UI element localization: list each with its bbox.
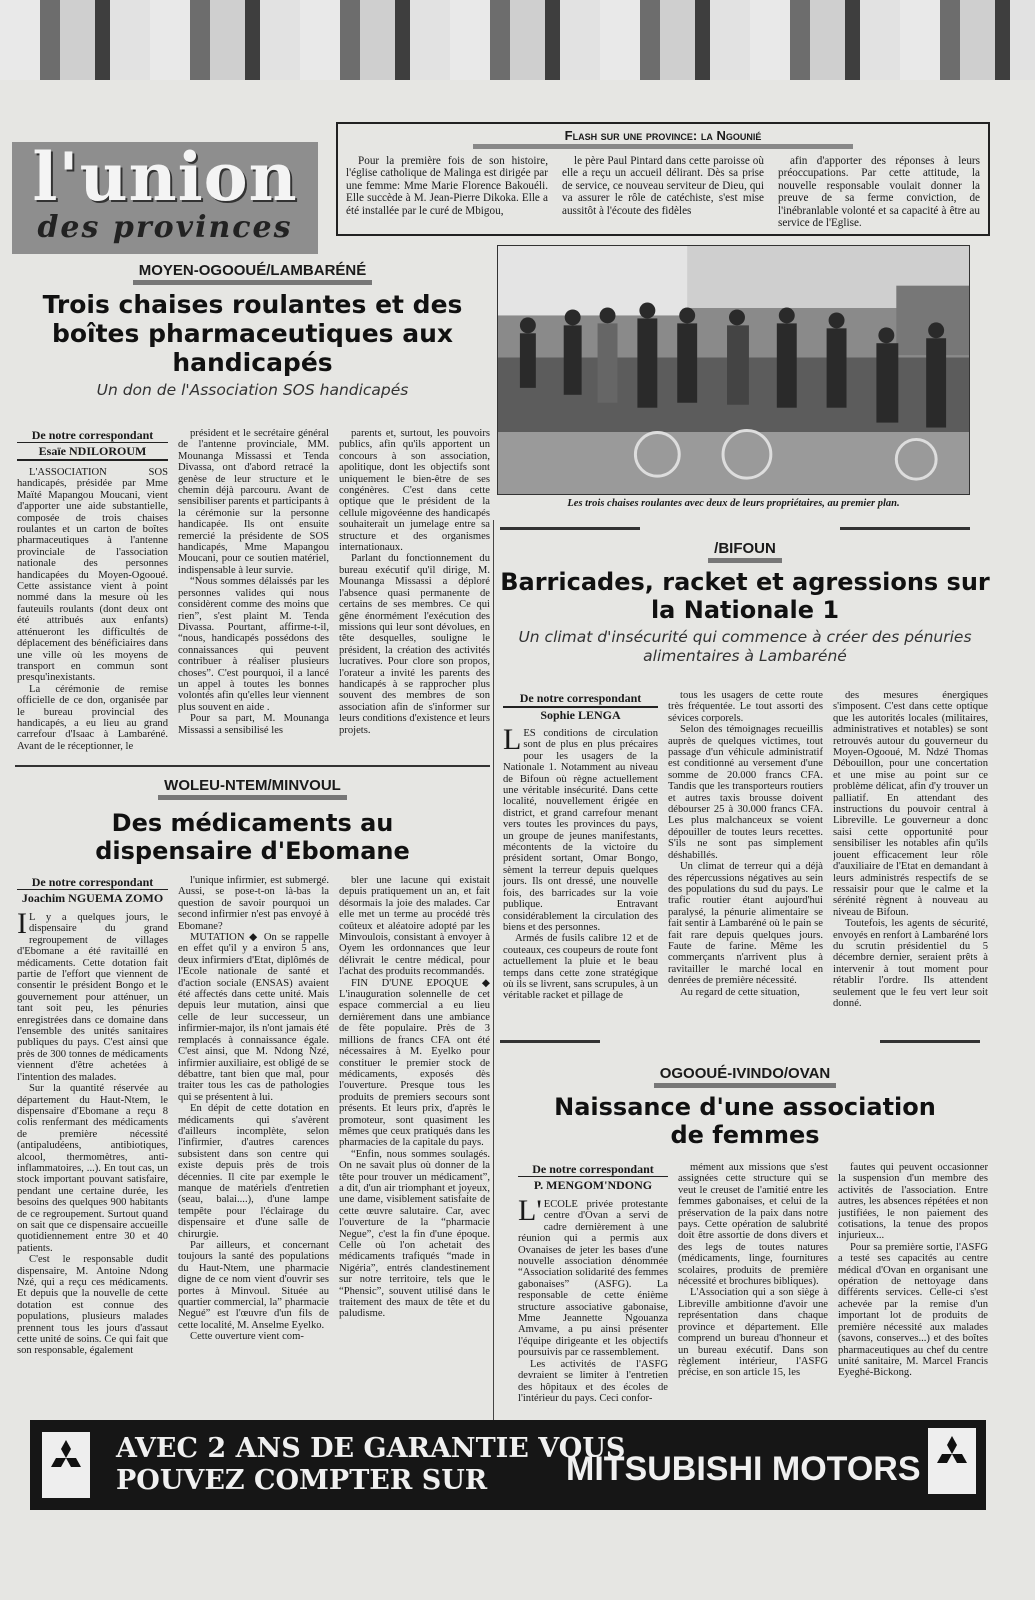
- byline-name: Sophie LENGA: [540, 708, 621, 722]
- section-kicker: WOLEU-NTEM/MINVOUL: [158, 777, 347, 800]
- article-lambarene-body: [17, 428, 490, 760]
- text-column: [833, 690, 988, 1020]
- headline: Des médicaments au dispensaire d'Ebomane: [95, 809, 410, 865]
- paragraph: Armés de fusils calibre 12 et de couteaux, ces coupeurs de route font actuellement la pluie et le beau temps dans cette zone stratégique où ils se livrent, sans scrupules, à un véritable racket et pillage de: [503, 933, 658, 1002]
- text-column: [668, 690, 823, 1020]
- text-column: [17, 907, 168, 1357]
- paragraph: IL y a quelques jours, le dispensaire du grand regroupement de villages d'Ebomane a été ravitaillé en médicaments. Cette dotation fait partie de l'effort que viennent de consentir le président Bongo et le gouvernement pour atténuer, un tant soit peu, les pénuries enregistrées dans ce domaine dans l'ensemble des unités sanitaires publiques du pays. C'est ainsi que près de 300 tonnes de médicaments viennent d'être achetées à l'intention des malades.: [17, 907, 168, 1083]
- paragraph: des mesures énergiques s'imposent. C'est dans cette optique que les autorités locales (militaires, administratives et notables) se sont retrouvés autour du gouverneur du Moyen-Ogooué, M. Ndzé Thomas Débouillon, pour une concertation et une mise au point sur ce problème délicat, afin d'y trouver un palliatif. En attendant des instructions du pouvoir central à Libreville. Le gouverneur a donc saisi cette opportunité pour sensibiliser les notables afin qu'ils jouent efficacement leur rôle d'auxiliaire de l'Etat en demandant à leurs administrés respectifs de se ressaisir pour que le calme et la sérénité règnent à nouveau au niveau de Bifoun.: [833, 690, 988, 918]
- paragraph: L'ASSOCIATION SOS handicapés, présidée par Mme Maïté Mapangou Moucani, vient d'apporter une aide substantielle, composée de trois chaises roulantes et un carton de boîtes pharmaceutiques à l'antenne provinciale de l'association nationale des personnes handicapées du Moyen-Ogooué. Cette assistance vient à point nommé dans la mesure où les fauteuils roulants (dont deux ont été attribués aux enfants) atténueront les difficultés de déplacement des bénéficiaires dans une ville où les moyens de transport en commun sont presqu'inexistants.: [17, 467, 168, 684]
- paragraph: Sur la quantité réservée au département du Haut-Ntem, le dispensaire d'Ebomane a reçu 8 colis renfermant des médicaments de première nécessité (antipaludéens, antibiotiques, alcool, thermomètres, anti-inflammatoires, ...). En tout cas, un stock important pouvant satisfaire, pendant une certaine durée, les besoins des quelques 900 habitants de ce regroupement. Surtout quand on sait que ce dispensaire accueille quotidiennement entre 30 et 40 patients.: [17, 1083, 168, 1254]
- article-bifoun-body: [503, 690, 988, 1020]
- flash-box: [336, 122, 990, 236]
- paragraph: Un climat de terreur qui a déjà des répercussions négatives au sein des populations du sud du pays. Le trafic routier étant aujourd'hui paralysé, la pénurie alimentaire se fait sentir à Lambaréné où le pain se fait rare depuis quelques jours. Faute de farine. Même les commerçants n'arrivent plus à ravitailler le marché local en denrées de première nécessité.: [668, 861, 823, 987]
- paragraph: Parlant du fonctionnement du bureau exécutif qu'il dirige, M. Mounanga Missassi a déploré l'absence quasi permanente de certains de ses membres. Ce qui gêne énormément l'exécution des missions qui leur sont dévolues, en tête desquelles, souligne le président, la création des activités lucratives. Pour clore son propos, l'orateur a invité les parents des handicapés à se rapprocher plus souvent des membres de son association afin de s'informer sur leurs conditions d'existence et leurs projets.: [339, 553, 490, 736]
- flash-column: [778, 155, 980, 229]
- flash-column: [346, 155, 548, 229]
- paragraph: L'ECOLE privée protestante centre d'Ovan a servi de cadre dernièrement à une réunion qui a permis aux Ovanaises de jeter les bases d'une nouvelle association dénommée “Association solidarité des femmes gabonaises” (ASFG). La responsable de cette énième structure associative gabonaise, Mme Jeannette Ngouanza Amvame, a pu ainsi présenter l'équipe dirigeante et les objectifs poursuivis par ce rassemblement.: [518, 1194, 668, 1359]
- byline-label: De notre correspondant: [532, 1162, 654, 1176]
- text-column: [503, 723, 658, 1002]
- headline: Naissance d'une association de femmes: [554, 1093, 936, 1149]
- paragraph: LES conditions de circulation sont de plus en plus précaires pour les usagers de la Nationale 1. Notamment au niveau de Bifoun où règne actuellement une véritable insécurité. Dans cette localité, nouvellement érigée en district, et grand carrefour menant vers toutes les provinces du pays, un groupe de jeunes manifestants, mécontents de la victoire du président sortant, Omar Bongo, sèment la terreur depuis quelques jours. Ils ont dressé, une nouvelle fois, des barricades sur la voie publique. Entravant considérablement la circulation des biens et des personnes.: [503, 723, 658, 933]
- paragraph: Au regard de cette situation,: [680, 986, 800, 998]
- paragraph: “Enfin, nous sommes soulagés. On ne savait plus où donner de la tête pour trouver un médicament”, a dit, d'un air triomphant et joyeux, une dame, visiblement satisfaite de cette œuvre salutaire. Car, avec l'ouverture de la “pharmacie Negue”, c'est la fin d'une époque. Celle où l'on achetait des médicaments trafiqués “made in Nigéria”, entrés clandestinement sur notre territoire, tels que le “Phensic”, souvent utilisé dans le traitement des maux de tête et du paludisme.: [339, 1148, 490, 1320]
- mitsubishi-logo: [42, 1432, 90, 1498]
- masthead-title: l'union: [32, 142, 298, 216]
- article-bifoun: [500, 540, 990, 665]
- paragraph: bler une lacune qui existait depuis pratiquement un an, et fait désormais la joie des malades. Car elle met un terme au procédé très coûteux et aléatoire adopté par les Minvoulois, consistant à envoyer à Oyem les ordonnances que leur délivrait le centre médical, pour l'achat des produits recommandés.: [339, 875, 490, 978]
- paragraph: Pour sa première sortie, l'ASFG a testé ses capacités au centre médical d'Ovan en organisant une opération de nettoyage dans différents services. Celle-ci s'est achevée par la remise d'un important lot de produits de première nécessité aux malades (savons, conserves...) et des boîtes pharmaceutiques au chef du centre unité sanitaire, M. Marcel Francis Eyeghé-Bickong.: [838, 1241, 988, 1379]
- byline-name: Esaïe NDILOROUM: [17, 442, 168, 461]
- masthead-subtitle: des provinces: [37, 210, 293, 245]
- paragraph: fautes qui peuvent occasionner la suspension d'un membre des activités de l'association. Entre autres, les absences répétées et non justifiées, le non paiement des cotisations, la tenue des propos injurieux...: [838, 1162, 988, 1242]
- byline: [17, 428, 168, 461]
- paragraph: Pour sa part, M. Mounanga Missassi a sensibilisé les: [178, 713, 329, 736]
- ad-brand: MITSUBISHI MOTORS: [566, 1450, 921, 1488]
- text-column: [678, 1162, 828, 1418]
- byline-name: P. MENGOM'NDONG: [518, 1176, 668, 1193]
- paragraph: parents et, surtout, les pouvoirs publics, afin qu'ils apportent un concours à son association, apolitique, dont les objectifs sont uniquement le bien-être de ses congénères. C'est dans cette optique que le président de la cellule migovéenne des handicapés souhaiterait un jumelage entre sa structure et des organismes internationaux.: [339, 428, 490, 554]
- ad-line-1: AVEC 2 ANS DE GARANTIE VOUS: [116, 1433, 626, 1464]
- ad-line-2: POUVEZ COMPTER SUR: [116, 1465, 488, 1496]
- paragraph: MUTATION ◆ On se rappelle en effet qu'il y a environ 5 ans, deux infirmiers d'Etat, diplômés de l'Ecole nationale de santé et d'action sociale (ENSAS) avaient été affectés dans cette unité. Mais depuis leur mutation, ainsi que celle de leur successeur, un infirmier-major, ils n'ont jamais été remplacés à connaissance égale. C'est ainsi, que M. Ndong Nzé, infirmier auxiliaire, est obligé de se débattre, tant bien que mal, pour traiter tous les cas de pathologies qui se présentent à lui.: [178, 932, 329, 1103]
- paragraph: Toutefois, les agents de sécurité, envoyés en renfort à Lambaréné lors du scrutin présidentiel du 5 décembre dernier, seraient prêts à intervenir à tout moment pour rétablir l'ordre. Ils attendent seulement que le feu vert leur soit donné.: [833, 918, 988, 1009]
- paragraph: afin d'apporter des réponses à leurs préoccupations. Par cette attitude, la nouvelle responsable voulait donner la preuve de sa ferme conviction, de l'inébranlable volonté et sa capacité à être au service de l'Eglise.: [778, 155, 980, 230]
- article-minvoul-body: [17, 875, 490, 1420]
- headline: Trois chaises roulantes et des boîtes pharmaceutiques aux handicapés: [42, 290, 463, 377]
- paragraph: FIN D'UNE EPOQUE ◆ L'inauguration solennelle de cet espace commercial a eu lieu dernièrement dans une ambiance de fête populaire. Près de 3 millions de francs CFA ont été nécessaires à M. Eyelko pour constituer le premier stock de médicaments, exposés dès l'ouverture. Presque tous les produits de premiers secours sont présents. Et leurs prix, d'après le promoteur, sont quasiment les mêmes que ceux pratiqués dans les pharmacies de la capitale du pays.: [339, 977, 490, 1149]
- paragraph: mément aux missions que s'est assignées cette structure qui se veut le creuset de l'amitié entre les femmes gabonaises, et celui de la préservation de la paix dans notre pays. Cette opération de salubrité doit être assortie de dons divers et des legs de toutes natures (médicaments, linge, fournitures scolaires, produits de première nécessité et brochures bibliques).: [678, 1162, 828, 1288]
- paragraph: Selon des témoignages recueillis auprès de quelques victimes, tout passage d'un véhicule administratif est conditionné au versement d'une somme de 20.000 francs CFA. Tandis que les transporteurs routiers et autres taxis brousse doivent débourser 25 à 30.000 francs CFA. Les plus malchanceux se voient dépouiller de toutes leurs recettes. S'ils ne sont pas simplement déshabillés.: [668, 724, 823, 861]
- mitsubishi-advertisement: [30, 1420, 986, 1510]
- paragraph: C'est le responsable dudit dispensaire, M. Antoine Ndong Nzé, qui a reçu ces médicaments. Et depuis que la nouvelle de cette dotation est connue des populations, plusieurs malades prennent tous les jours d'assaut cette unité de soins. Ce qui fait que son responsable, également: [17, 1254, 168, 1357]
- paragraph: La cérémonie de remise officielle de ce don, organisée par le bureau provincial des handicapés, a eu lieu au grand carrefour d'Isaac à Lambaréné. Avant de le réceptionner, le: [17, 683, 168, 752]
- article-minvoul: [15, 777, 490, 865]
- text-column: [339, 875, 490, 1420]
- byline-label: De notre correspondant: [31, 428, 154, 442]
- text-column: [838, 1162, 988, 1418]
- byline-name: Joachim NGUEMA ZOMO: [17, 889, 168, 906]
- section-kicker: OGOOUÉ-IVINDO/OVAN: [654, 1065, 837, 1088]
- paragraph: Par ailleurs, et concernant toujours la santé des populations du Haut-Ntem, une pharmacie digne de ce nom vient d'ouvrir ses portes à Minvoul. Située au quartier commercial, la” pharmacie Negué” est l'œuvre d'un fils de cette localité, M. Anselme Eyelko.: [178, 1240, 329, 1331]
- paragraph: Cette ouverture vient com-: [190, 1331, 304, 1343]
- byline-label: De notre correspondant: [31, 875, 154, 889]
- paragraph: l'unique infirmier, est submergé. Aussi, se pose-t-on là-bas la question de savoir pourquoi un second infirmier n'est pas envoyé à Ebomane?: [178, 875, 329, 932]
- text-column: [518, 1194, 668, 1404]
- photo-caption: Les trois chaises roulantes avec deux de leurs propriétaires, au premier plan.: [567, 498, 900, 509]
- three-diamonds-icon: [932, 1434, 972, 1470]
- flash-column: [562, 155, 764, 229]
- paragraph: En dépit de cette dotation en médicaments qui s'avèrent d'ailleurs incomplète, selon l'infirmier, d'autres carences subsistent dans son centre qui existe depuis près de trois décennies. Il cite par exemple le manque de matériels d'entretien (seau, balai....), d'une lampe tempête pour l'éclairage du dispensaire et d'une salle de chirurgie.: [178, 1103, 329, 1240]
- section-kicker: MOYEN-OGOOUÉ/LAMBARÉNÉ: [133, 262, 373, 285]
- article-lambarene: [15, 262, 490, 400]
- text-column: [178, 875, 329, 1420]
- mitsubishi-logo: [928, 1428, 976, 1494]
- three-diamonds-icon: [46, 1438, 86, 1474]
- section-kicker: /BIFOUN: [708, 540, 782, 563]
- paragraph: Les activités de l'ASFG devraient se limiter à l'entretien des hôpitaux et des écoles de l'intérieur du pays. Ceci confor-: [518, 1358, 668, 1404]
- subheadline: Un climat d'insécurité qui commence à créer des pénuries alimentaires à Lambaréné: [518, 628, 972, 665]
- masthead-logo: [12, 142, 318, 254]
- article-ovan: [500, 1065, 990, 1149]
- text-column: [178, 428, 329, 760]
- paragraph: “Nous sommes délaissés par les personnes valides qui nous considèrent comme des moins que rien”, s'est plaint M. Tenda Divassa. Pourtant, affirme-t-il, “nous, handicapés possédons des connaissances qui peuvent contribuer à réaliser plusieurs choses”. C'est pourquoi, il a lancé un appel à toutes les bonnes volontés afin qu'elles leur viennent plus souvent en aide .: [178, 576, 329, 713]
- paragraph: Pour la première fois de son histoire, l'église catholique de Malinga est dirigée par une femme: Mme Marie Florence Bakouéli. Elle succède à M. Jean-Pierre Dikoka. Elle a été installée par le curé de Mbigou,: [346, 155, 548, 217]
- scan-background: [0, 0, 1035, 82]
- paragraph: président et le secrétaire général de l'antenne provinciale, MM. Mounanga Missassi et Tenda Divassa, ont d'abord retracé la genèse de leur structure et le chemin déjà parcouru. Avant de sensibiliser parents et participants à la cérémonie sur la personne handicapée. Ils ont ensuite remercié la présidente de SOS handicapés, Mme Mapangou Moucani, pour ce soutien matériel, indispensable à leur survie.: [178, 428, 329, 576]
- paragraph: le père Paul Pintard dans cette paroisse où elle a reçu un accueil délirant. Dès sa prise de service, ce nouveau serviteur de Dieu, qui va assurer le rôle de catéchiste, s'est mise aussitôt à l'écoute des fidèles: [562, 155, 764, 217]
- byline: [17, 875, 168, 906]
- text-column: [339, 428, 490, 760]
- paragraph: tous les usagers de cette route très fréquentée. Le tout assorti des sévices corporels.: [668, 690, 823, 724]
- byline: [518, 1162, 668, 1193]
- paragraph: L'Association qui a son siège à Libreville ambitionne d'avoir une représentation dans chaque province et département. Elle comprend un bureau d'honneur et un bureau exécutif. Dans son règlement intérieur, l'ASFG précise, en son article 15, les: [678, 1287, 828, 1379]
- headline: Barricades, racket et agressions sur la Nationale 1: [500, 568, 990, 624]
- byline: [503, 690, 658, 722]
- photo-wheelchairs: [497, 245, 970, 495]
- text-column: [17, 467, 168, 752]
- article-ovan-body: [518, 1162, 988, 1418]
- byline-label: De notre correspondant: [503, 690, 658, 708]
- flash-title: Flash sur une province: la Ngounié: [473, 128, 853, 149]
- subheadline: Un don de l'Association SOS handicapés: [96, 381, 409, 400]
